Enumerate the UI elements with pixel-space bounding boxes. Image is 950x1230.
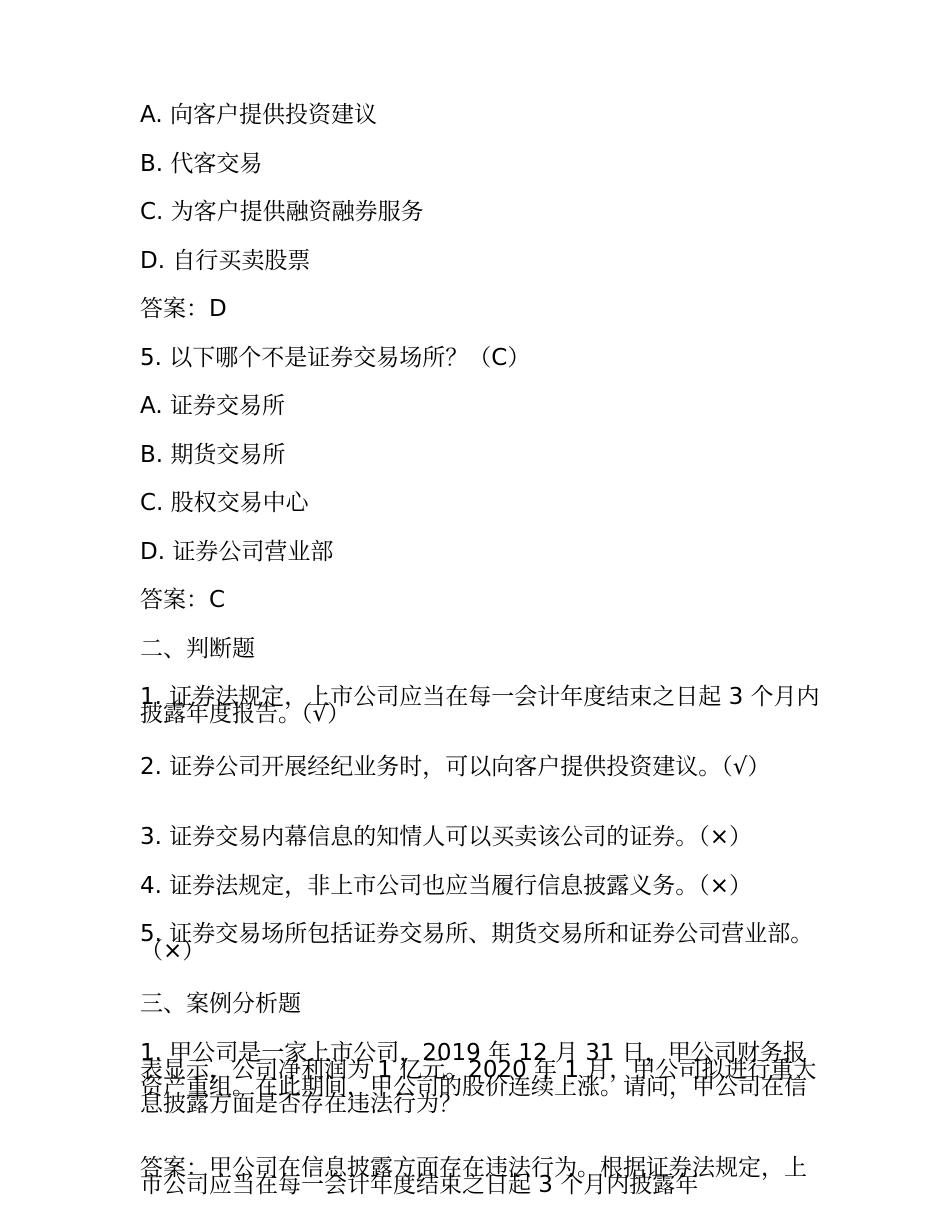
judgment-item-3: 3. 证券交易内幕信息的知情人可以买卖该公司的证券。（×） <box>140 824 753 850</box>
q5-option-d: D. 证券公司营业部 <box>140 538 334 565</box>
case-question-1: 1. 甲公司是一家上市公司，2019 年 12 月 31 日，甲公司财务报表显示，公司净利润为 1 亿元。2020 年 1 月，甲公司拟进行重大资产重组。在此期间，甲公司的股价连续上涨。请问，甲公司在信息披露方面是否存在违法行为？ <box>140 1039 817 1117</box>
q5-option-b: B. 期货交易所 <box>140 441 286 468</box>
option-c-line: C. 为客户提供融资融券服务 <box>140 199 424 225</box>
question-5: 5. 以下哪个不是证券交易场所？（C） <box>140 344 531 371</box>
option-d-line: D. 自行买卖股票 <box>140 247 311 274</box>
judgment-item-2: 2. 证券公司开展经纪业务时，可以向客户提供投资建议。（√） <box>140 754 771 780</box>
section-case-heading: 三、案例分析题 <box>140 991 301 1017</box>
q5-option-a: A. 证券交易所 <box>140 393 285 419</box>
q5-option-c: C. 股权交易中心 <box>140 490 309 516</box>
judgment-item-4: 4. 证券法规定，非上市公司也应当履行信息披露义务。（×） <box>140 872 753 899</box>
judgment-item-5: 5. 证券交易场所包括证券交易所、期货交易所和证券公司营业部。（×） <box>140 921 814 964</box>
case-answer-1: 答案：甲公司在信息披露方面存在违法行为。根据证券法规定，上市公司应当在每一会计年度结束之日起 3 个月内披露年 <box>140 1154 807 1198</box>
section-judgment-heading: 二、判断题 <box>140 635 255 662</box>
answer-line: 答案：D <box>140 296 227 322</box>
q5-answer: 答案：C <box>140 587 226 613</box>
option-a-line: A. 向客户提供投资建议 <box>140 102 377 128</box>
option-b-line: B. 代客交易 <box>140 150 263 177</box>
judgment-item-1: 1. 证券法规定，上市公司应当在每一会计年度结束之日起 3 个月内披露年度报告。（√） <box>140 684 820 727</box>
document-page <box>140 102 820 1220</box>
